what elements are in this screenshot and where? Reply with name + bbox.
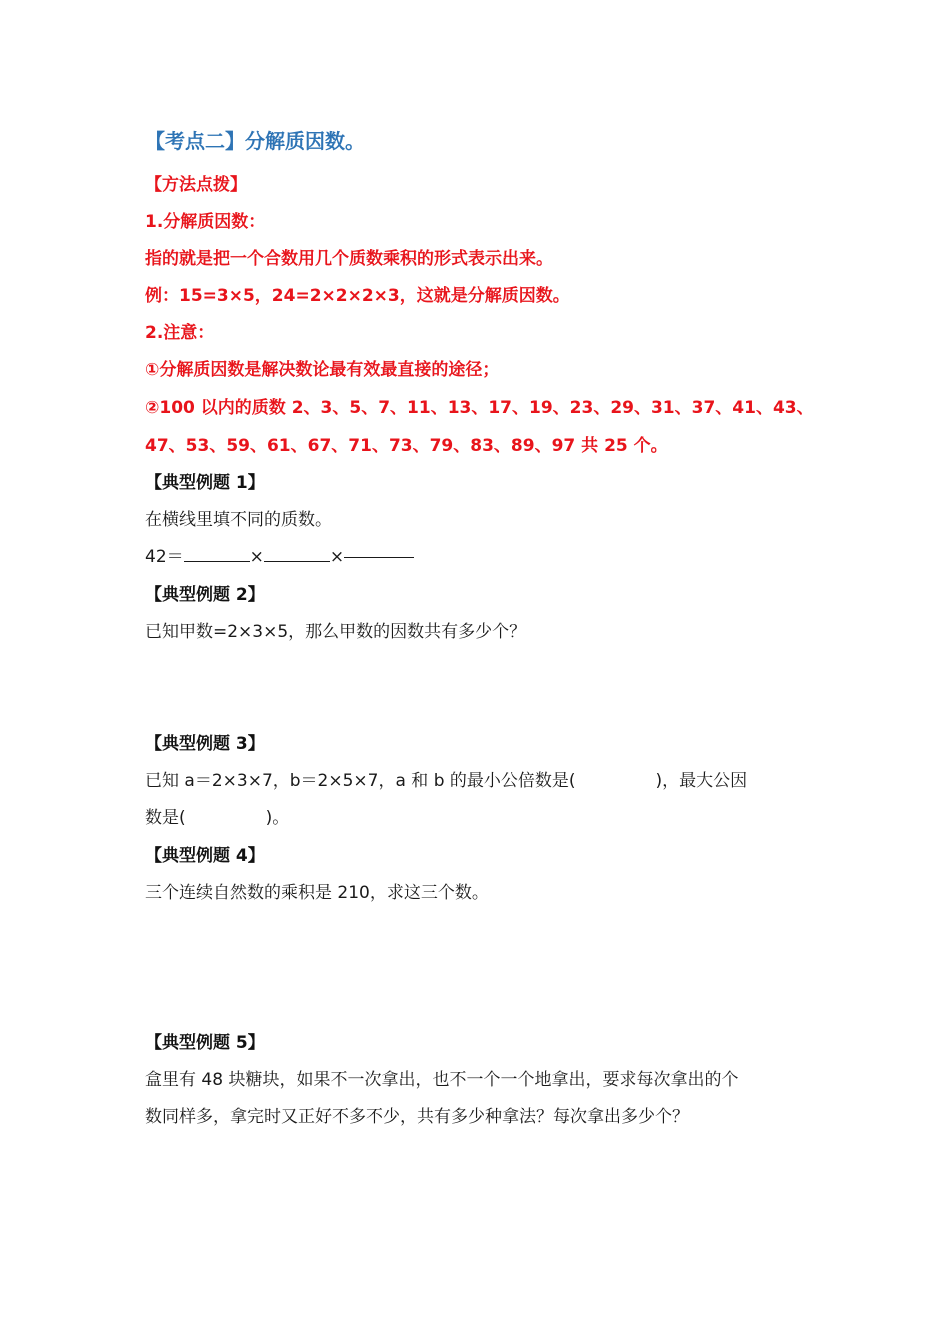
method-item1-title: 1.分解质因数： bbox=[145, 212, 266, 232]
example-1-heading: 【典型例题 1】 bbox=[145, 473, 265, 493]
method-note-1: ①分解质因数是解决数论最有效最直接的途径； bbox=[145, 360, 500, 380]
example-1-text: 在横线里填不同的质数。 bbox=[145, 510, 332, 530]
method-note-2-line1: ②100 以内的质数 2、3、5、7、11、13、17、19、23、29、31、37、41、43、 bbox=[145, 398, 814, 418]
example-1-times-2: × bbox=[329, 547, 345, 567]
example-1-blank-3[interactable] bbox=[344, 557, 414, 558]
section-title: 【考点二】分解质因数。 bbox=[145, 129, 365, 153]
example-4-heading: 【典型例题 4】 bbox=[145, 846, 265, 866]
example-3-heading: 【典型例题 3】 bbox=[145, 734, 265, 754]
example-3-line2-part-a: 数是( bbox=[145, 808, 186, 828]
method-item2-title: 2.注意： bbox=[145, 323, 215, 343]
method-heading: 【方法点拨】 bbox=[145, 175, 247, 195]
example-2-text: 已知甲数=2×3×5，那么甲数的因数共有多少个？ bbox=[145, 622, 527, 642]
method-item1-definition: 指的就是把一个合数用几个质数乘积的形式表示出来。 bbox=[145, 249, 553, 269]
example-1-formula bbox=[145, 545, 414, 569]
example-4-text: 三个连续自然数的乘积是 210，求这三个数。 bbox=[145, 883, 489, 903]
example-3-line1-part-b: )，最大公因 bbox=[655, 771, 748, 791]
example-3-line1 bbox=[145, 769, 747, 793]
example-1-blank-1[interactable] bbox=[184, 545, 250, 562]
example-5-heading: 【典型例题 5】 bbox=[145, 1033, 265, 1053]
method-item1-example: 例：15=3×5，24=2×2×2×3，这就是分解质因数。 bbox=[145, 286, 570, 306]
example-3-line2-part-b: )。 bbox=[265, 808, 290, 828]
example-5-line1: 盒里有 48 块糖块，如果不一次拿出，也不一个一个地拿出，要求每次拿出的个 bbox=[145, 1070, 739, 1090]
example-3-line2 bbox=[145, 806, 289, 830]
method-note-2-line2: 47、53、59、61、67、71、73、79、83、89、97 共 25 个。 bbox=[145, 436, 668, 456]
example-1-formula-prefix: 42＝ bbox=[145, 547, 184, 567]
example-2-heading: 【典型例题 2】 bbox=[145, 585, 265, 605]
example-3-line1-part-a: 已知 a＝2×3×7，b＝2×5×7，a 和 b 的最小公倍数是( bbox=[145, 771, 576, 791]
example-5-line2: 数同样多，拿完时又正好不多不少，共有多少种拿法？每次拿出多少个？ bbox=[145, 1107, 689, 1127]
example-1-times-1: × bbox=[249, 547, 264, 567]
example-1-blank-2[interactable] bbox=[264, 545, 330, 562]
